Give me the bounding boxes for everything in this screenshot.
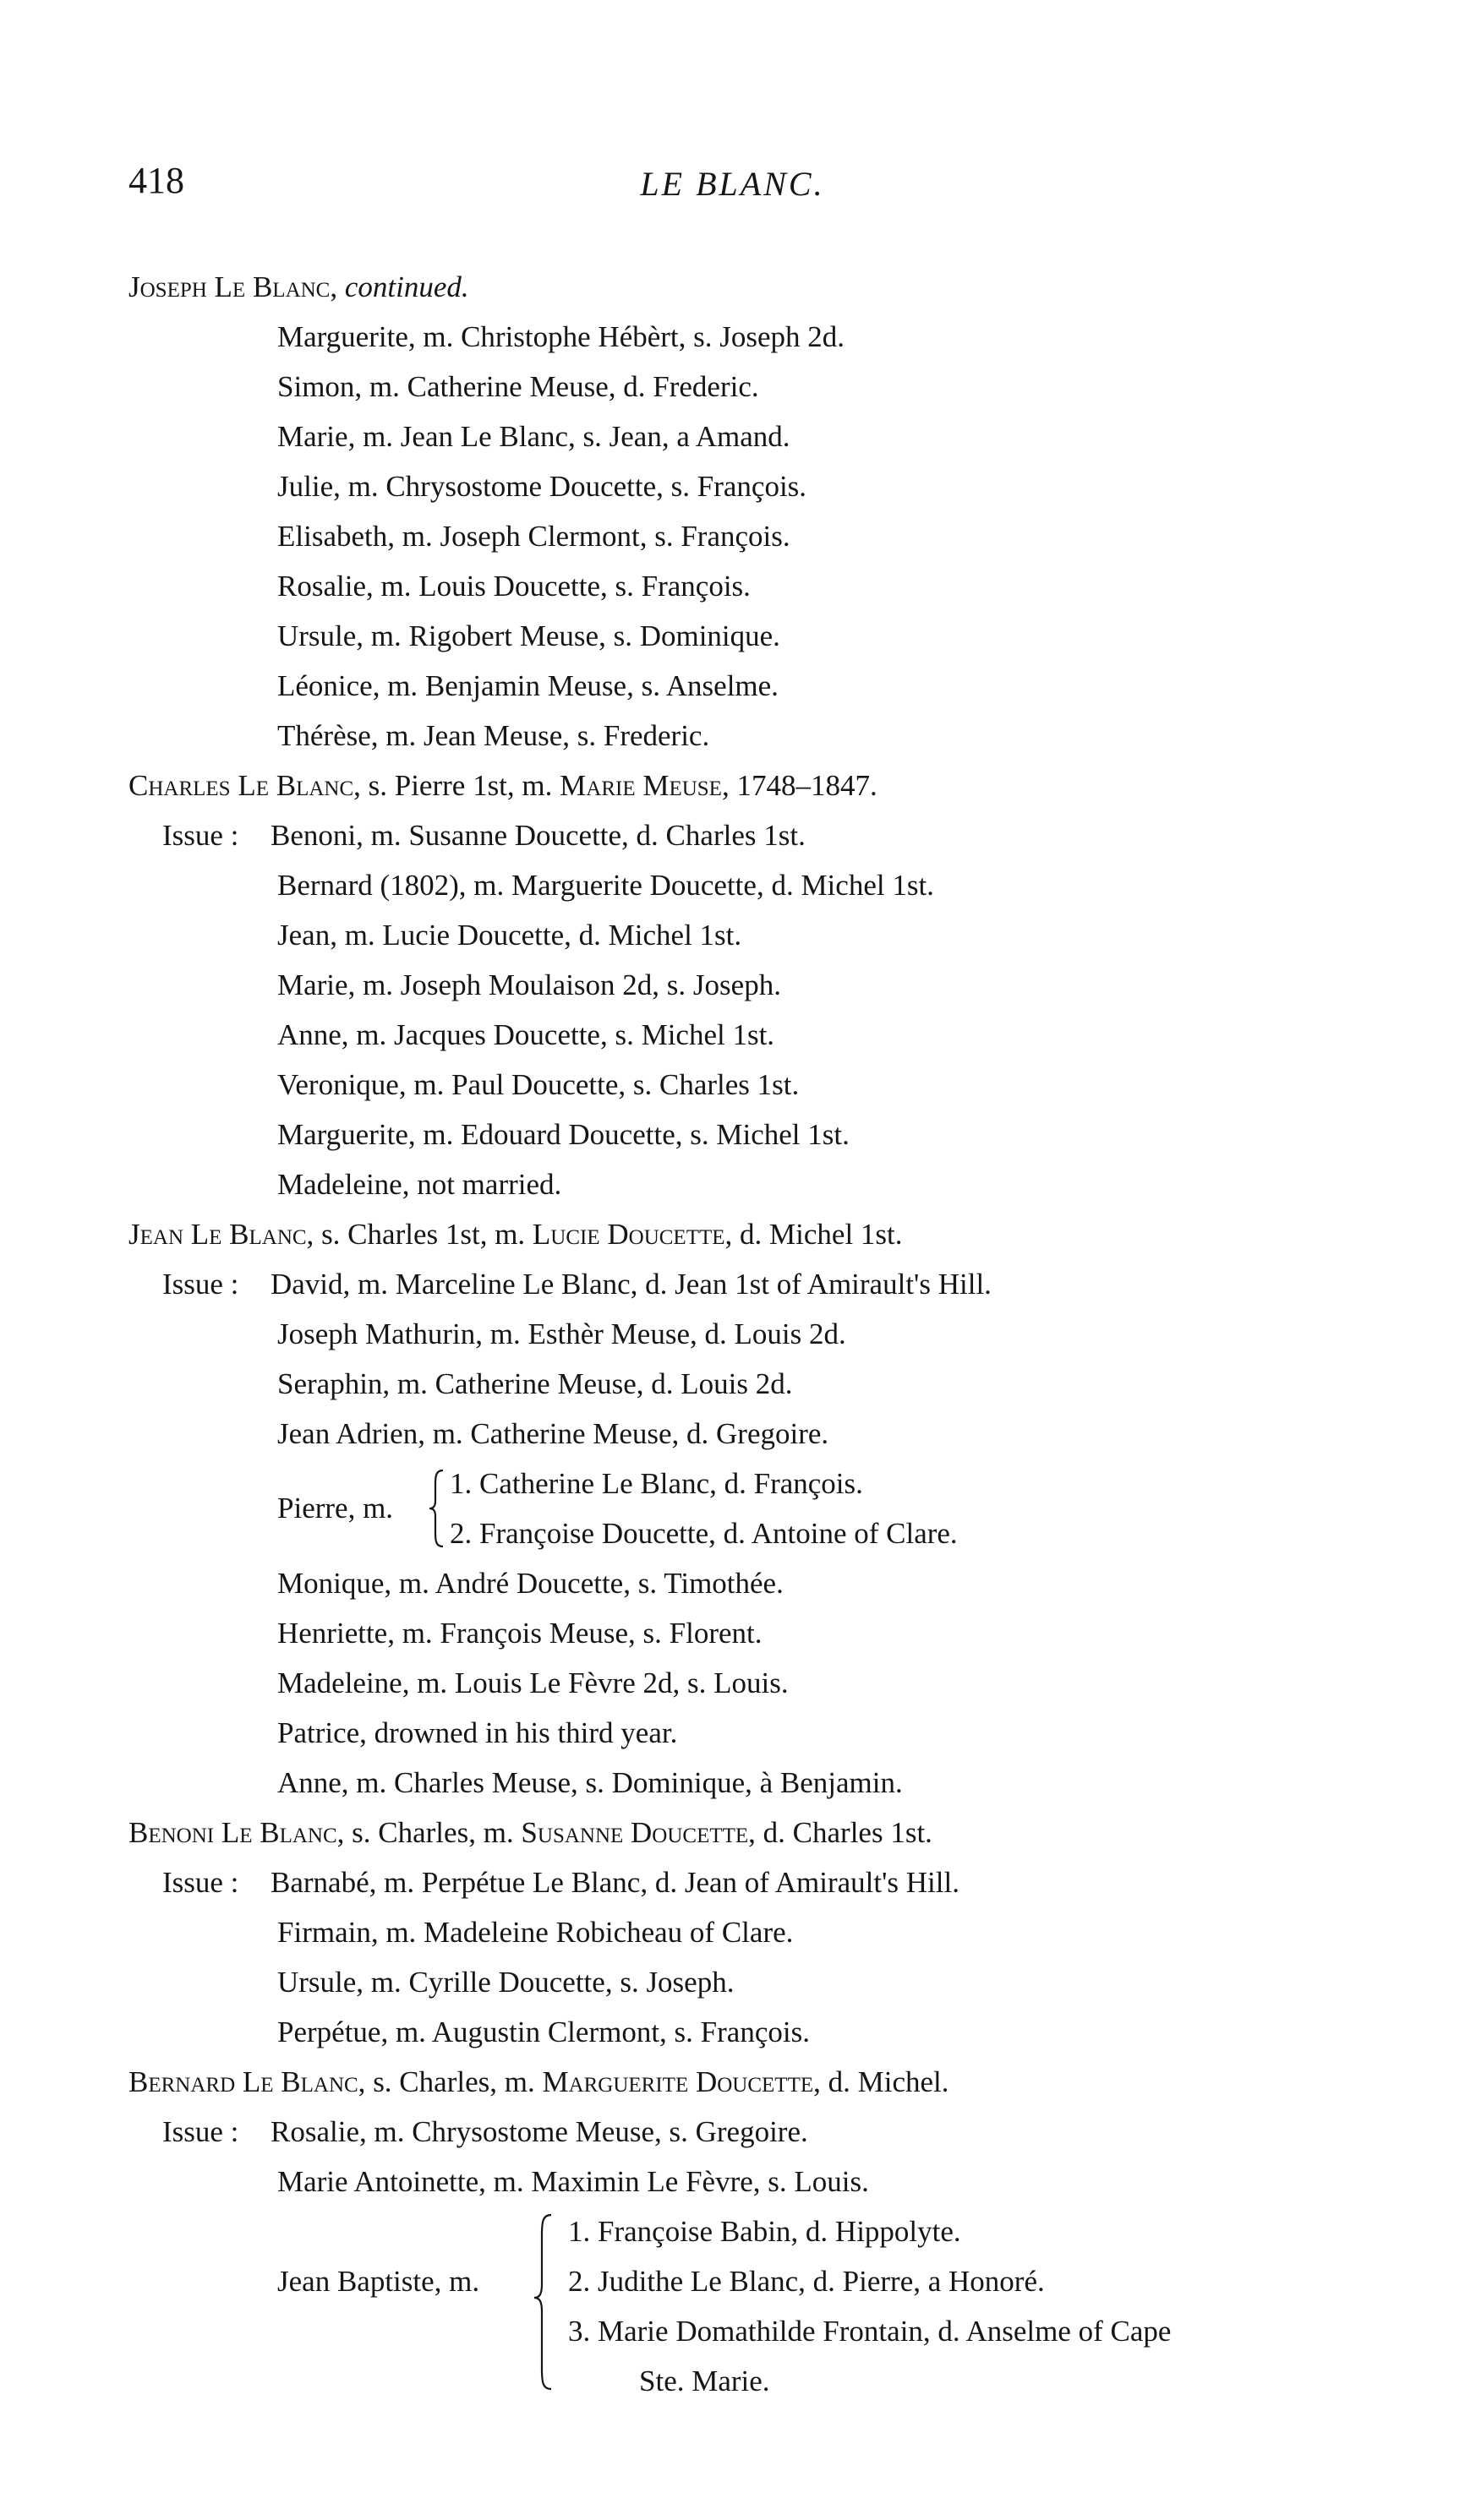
person-name: Joseph Le Blanc, xyxy=(128,270,338,303)
list-item: Perpétue, m. Augustin Clermont, s. François. xyxy=(277,2015,810,2048)
list-item: Rosalie, m. Louis Doucette, s. François. xyxy=(277,570,751,603)
entry-heading xyxy=(0,262,1465,312)
list-item: David, m. Marceline Le Blanc, d. Jean 1st of Amirault's Hill. xyxy=(271,1268,992,1301)
brace-option: 1. Françoise Babin, d. Hippolyte. xyxy=(568,2215,961,2248)
list-item: Firmain, m. Madeleine Robicheau of Clare. xyxy=(277,1916,794,1949)
list-item: Ursule, m. Rigobert Meuse, s. Dominique. xyxy=(277,619,780,652)
list-item: Jean Adrien, m. Catherine Meuse, d. Gregoire. xyxy=(277,1417,829,1450)
issue-row xyxy=(0,1259,1465,1309)
spouse-name: Lucie Doucette, xyxy=(532,1218,733,1251)
brace-option: 3. Marie Domathilde Frontain, d. Anselme of Cape xyxy=(568,2315,1172,2348)
list-item: Ursule, m. Cyrille Doucette, s. Joseph. xyxy=(277,1966,735,1999)
spouse-name: Marie Meuse, xyxy=(560,769,730,802)
brace-label: Jean Baptiste, m. xyxy=(277,2265,480,2298)
list-item: Patrice, drowned in his third year. xyxy=(277,1716,678,1749)
list-item: Veronique, m. Paul Doucette, s. Charles 1st. xyxy=(277,1068,800,1101)
list-item: Simon, m. Catherine Meuse, d. Frederic. xyxy=(277,370,759,403)
entry-heading: Jean Le Blanc, s. Charles 1st, m. Lucie Doucette, d. Michel 1st. xyxy=(128,1218,903,1251)
page-number: 418 xyxy=(128,160,184,201)
list-item: Seraphin, m. Catherine Meuse, d. Louis 2d. xyxy=(277,1367,793,1400)
list-item: Marie, m. Joseph Moulaison 2d, s. Joseph. xyxy=(277,968,781,1001)
brace-entry xyxy=(0,1459,1465,1558)
brace-label: Pierre, m. xyxy=(277,1492,394,1525)
list-item: Joseph Mathurin, m. Esthèr Meuse, d. Louis 2d. xyxy=(277,1317,846,1350)
list-item: Julie, m. Chrysostome Doucette, s. François. xyxy=(277,470,807,503)
issue-label: Issue : xyxy=(162,1866,239,1899)
list-item: Léonice, m. Benjamin Meuse, s. Anselme. xyxy=(277,669,779,702)
list-item: Marguerite, m. Christophe Hébèrt, s. Joseph 2d. xyxy=(277,320,845,353)
person-name: Benoni Le Blanc, xyxy=(128,1816,345,1849)
list-item: Marie, m. Jean Le Blanc, s. Jean, a Amand. xyxy=(277,420,790,453)
issue-label: Issue : xyxy=(162,1268,239,1301)
spouse-name: Marguerite Doucette, xyxy=(542,2065,821,2098)
entry-heading: Benoni Le Blanc, s. Charles, m. Susanne Doucette, d. Charles 1st. xyxy=(128,1816,932,1849)
person-name: Bernard Le Blanc, xyxy=(128,2065,366,2098)
person-name: Jean Le Blanc, xyxy=(128,1218,314,1251)
list-item: Barnabé, m. Perpétue Le Blanc, d. Jean of Amirault's Hill. xyxy=(271,1866,959,1899)
list-item: Monique, m. André Doucette, s. Timothée. xyxy=(277,1567,784,1600)
brace-option: 2. Françoise Doucette, d. Antoine of Clare. xyxy=(450,1517,958,1550)
list-item: Bernard (1802), m. Marguerite Doucette, d. Michel 1st. xyxy=(277,869,934,902)
brace-entry xyxy=(0,2206,1465,2406)
person-name: Charles Le Blanc, xyxy=(128,769,361,802)
issue-label: Issue : xyxy=(162,819,239,852)
list-item: Benoni, m. Susanne Doucette, d. Charles 1st. xyxy=(271,819,806,852)
entry-heading: Charles Le Blanc, s. Pierre 1st, m. Marie Meuse, 1748–1847. xyxy=(128,769,877,802)
list-item: Rosalie, m. Chrysostome Meuse, s. Gregoire. xyxy=(271,2115,808,2148)
list-item: Marie Antoinette, m. Maximin Le Fèvre, s. Louis. xyxy=(277,2165,869,2198)
issue-row xyxy=(0,1857,1465,1907)
spouse-name: Susanne Doucette, xyxy=(521,1816,756,1849)
list-item: Elisabeth, m. Joseph Clermont, s. François. xyxy=(277,520,790,553)
left-brace-icon xyxy=(533,2213,555,2391)
brace-option-continuation: Ste. Marie. xyxy=(639,2365,770,2397)
left-brace-icon xyxy=(428,1469,446,1548)
brace-option: 2. Judithe Le Blanc, d. Pierre, a Honoré. xyxy=(568,2265,1045,2298)
issue-row xyxy=(0,2107,1465,2157)
list-item: Jean, m. Lucie Doucette, d. Michel 1st. xyxy=(277,919,742,952)
list-item: Henriette, m. François Meuse, s. Florent. xyxy=(277,1617,763,1650)
list-item: Thérèse, m. Jean Meuse, s. Frederic. xyxy=(277,719,710,752)
entry-heading: Bernard Le Blanc, s. Charles, m. Marguerite Doucette, d. Michel. xyxy=(128,2065,949,2098)
list-item: Madeleine, not married. xyxy=(277,1168,562,1201)
issue-label: Issue : xyxy=(162,2115,239,2148)
brace-option: 1. Catherine Le Blanc, d. François. xyxy=(450,1467,863,1500)
list-item: Madeleine, m. Louis Le Fèvre 2d, s. Louis. xyxy=(277,1666,789,1699)
continued-note: continued. xyxy=(344,270,469,303)
issue-row xyxy=(0,810,1465,860)
list-item: Marguerite, m. Edouard Doucette, s. Michel 1st. xyxy=(277,1118,850,1151)
running-head: LE BLANC. xyxy=(640,165,825,203)
list-item: Anne, m. Jacques Doucette, s. Michel 1st. xyxy=(277,1018,775,1051)
list-item: Anne, m. Charles Meuse, s. Dominique, à Benjamin. xyxy=(277,1766,903,1799)
page-body xyxy=(0,262,1465,2406)
